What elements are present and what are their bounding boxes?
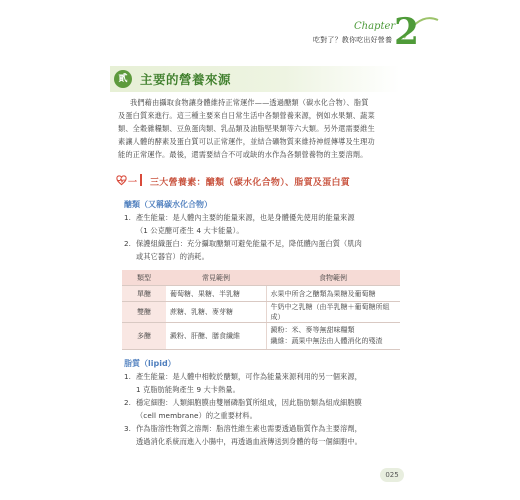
chapter-subtitle: 吃對了？教你吃出好營養 bbox=[313, 36, 393, 44]
row-type: 單醣 bbox=[122, 286, 166, 302]
subsection-title: 三大營養素：醣類（碳水化合物）、脂質及蛋白質 bbox=[150, 178, 351, 188]
column-header: 類型 bbox=[122, 270, 166, 286]
table-row bbox=[122, 323, 400, 350]
list-number: 3. bbox=[124, 424, 132, 433]
column-header: 常見範例 bbox=[166, 270, 266, 286]
list-item-line: 作為脂溶性物質之溶劑：脂溶性維生素也需要透過脂質作為主要溶劑， bbox=[136, 424, 362, 433]
list-number: 1. bbox=[124, 372, 132, 381]
row-common: 葡萄糖、果糖、半乳糖 bbox=[166, 286, 266, 302]
row-food-line: 纖維：蔬果中無法由人體消化的殘渣 bbox=[270, 337, 383, 345]
list-item-line: 產生能量：是人體內主要的能量來源，也是身體優先使用的能量來源 bbox=[136, 213, 355, 222]
carb-types-table bbox=[122, 270, 400, 350]
list-item-line: 產生能量：是人體中相較於醣類，可作為能量來源利用的另一個來源， bbox=[136, 372, 362, 381]
table-header-row bbox=[122, 270, 400, 286]
page-number: 025 bbox=[380, 468, 404, 482]
topic-heading-carbs: 醣類（又稱碳水化合物） bbox=[124, 200, 212, 209]
list-item-line: 或其它器官）的消耗。 bbox=[136, 252, 209, 261]
intro-line: 能的正常運作。最後，還需要結合不可或缺的水作為各類營養物的主要溶劑。 bbox=[118, 150, 368, 159]
list-number: 2. bbox=[124, 239, 132, 248]
list-item-line: 透過消化系統而進入小腸中，再透過血液傳送到身體的每一個細胞中。 bbox=[136, 437, 362, 446]
row-food: 水果中所含之醣類為果糖及葡萄糖 bbox=[266, 286, 400, 302]
chapter-label: Chapter bbox=[354, 21, 396, 32]
list-number: 2. bbox=[124, 398, 132, 407]
row-food bbox=[266, 323, 400, 350]
row-type: 雙醣 bbox=[122, 302, 166, 323]
row-type: 多醣 bbox=[122, 323, 166, 350]
row-common: 蔗糖、乳糖、麥芽糖 bbox=[166, 302, 266, 323]
table-row bbox=[122, 302, 400, 323]
column-header: 食物範例 bbox=[266, 270, 400, 286]
list-item-line: 1 克脂肪能夠產生 9 大卡熱量。 bbox=[136, 385, 240, 394]
row-common: 澱粉、肝醣、膳食纖維 bbox=[166, 323, 266, 350]
table-row bbox=[122, 286, 400, 302]
chapter-number: 2 bbox=[394, 11, 420, 53]
heart-pulse-icon bbox=[116, 175, 127, 186]
intro-line: 素讓人體的酵素及蛋白質可以正常運作，並結合礦物質來維持神經傳導及生理功 bbox=[118, 137, 375, 146]
list-number: 1. bbox=[124, 213, 132, 222]
section-badge: 貳 bbox=[114, 70, 132, 88]
row-food-line: 澱粉：米、麥等無甜味糧類 bbox=[270, 326, 355, 334]
subsection-number: 一 bbox=[128, 178, 138, 188]
row-food: 牛奶中之乳糖（由半乳糖＋葡萄糖所組成） bbox=[266, 302, 400, 323]
intro-line: 類、全穀雜糧類、豆魚蛋肉類、乳品類及油脂堅果類等六大類。另外還需要維生 bbox=[118, 124, 375, 133]
subsection-divider bbox=[140, 174, 142, 186]
list-item-line: 保護組織蛋白：充分攝取醣類可避免能量不足，降低體內蛋白質（肌肉 bbox=[136, 239, 362, 248]
topic-heading-lipid: 脂質（lipid） bbox=[124, 359, 176, 368]
list-item-line: （cell membrane）的之重要材料。 bbox=[136, 411, 257, 420]
intro-line: 我們藉由攝取食物讓身體維持正常運作——透過醣類（碳水化合物）、脂質 bbox=[130, 98, 369, 107]
intro-line: 及蛋白質來進行。這三種主要來自日常生活中各類營養來源，例如水果類、蔬菜 bbox=[118, 111, 375, 120]
list-item-line: 穩定細胞：人類細胞膜由雙層磷脂質所組成，因此脂肪類為組成細胞膜 bbox=[136, 398, 362, 407]
section-title: 主要的營養來源 bbox=[140, 72, 232, 87]
list-item-line: （1 公克醣可產生 4 大卡能量）。 bbox=[136, 226, 244, 235]
